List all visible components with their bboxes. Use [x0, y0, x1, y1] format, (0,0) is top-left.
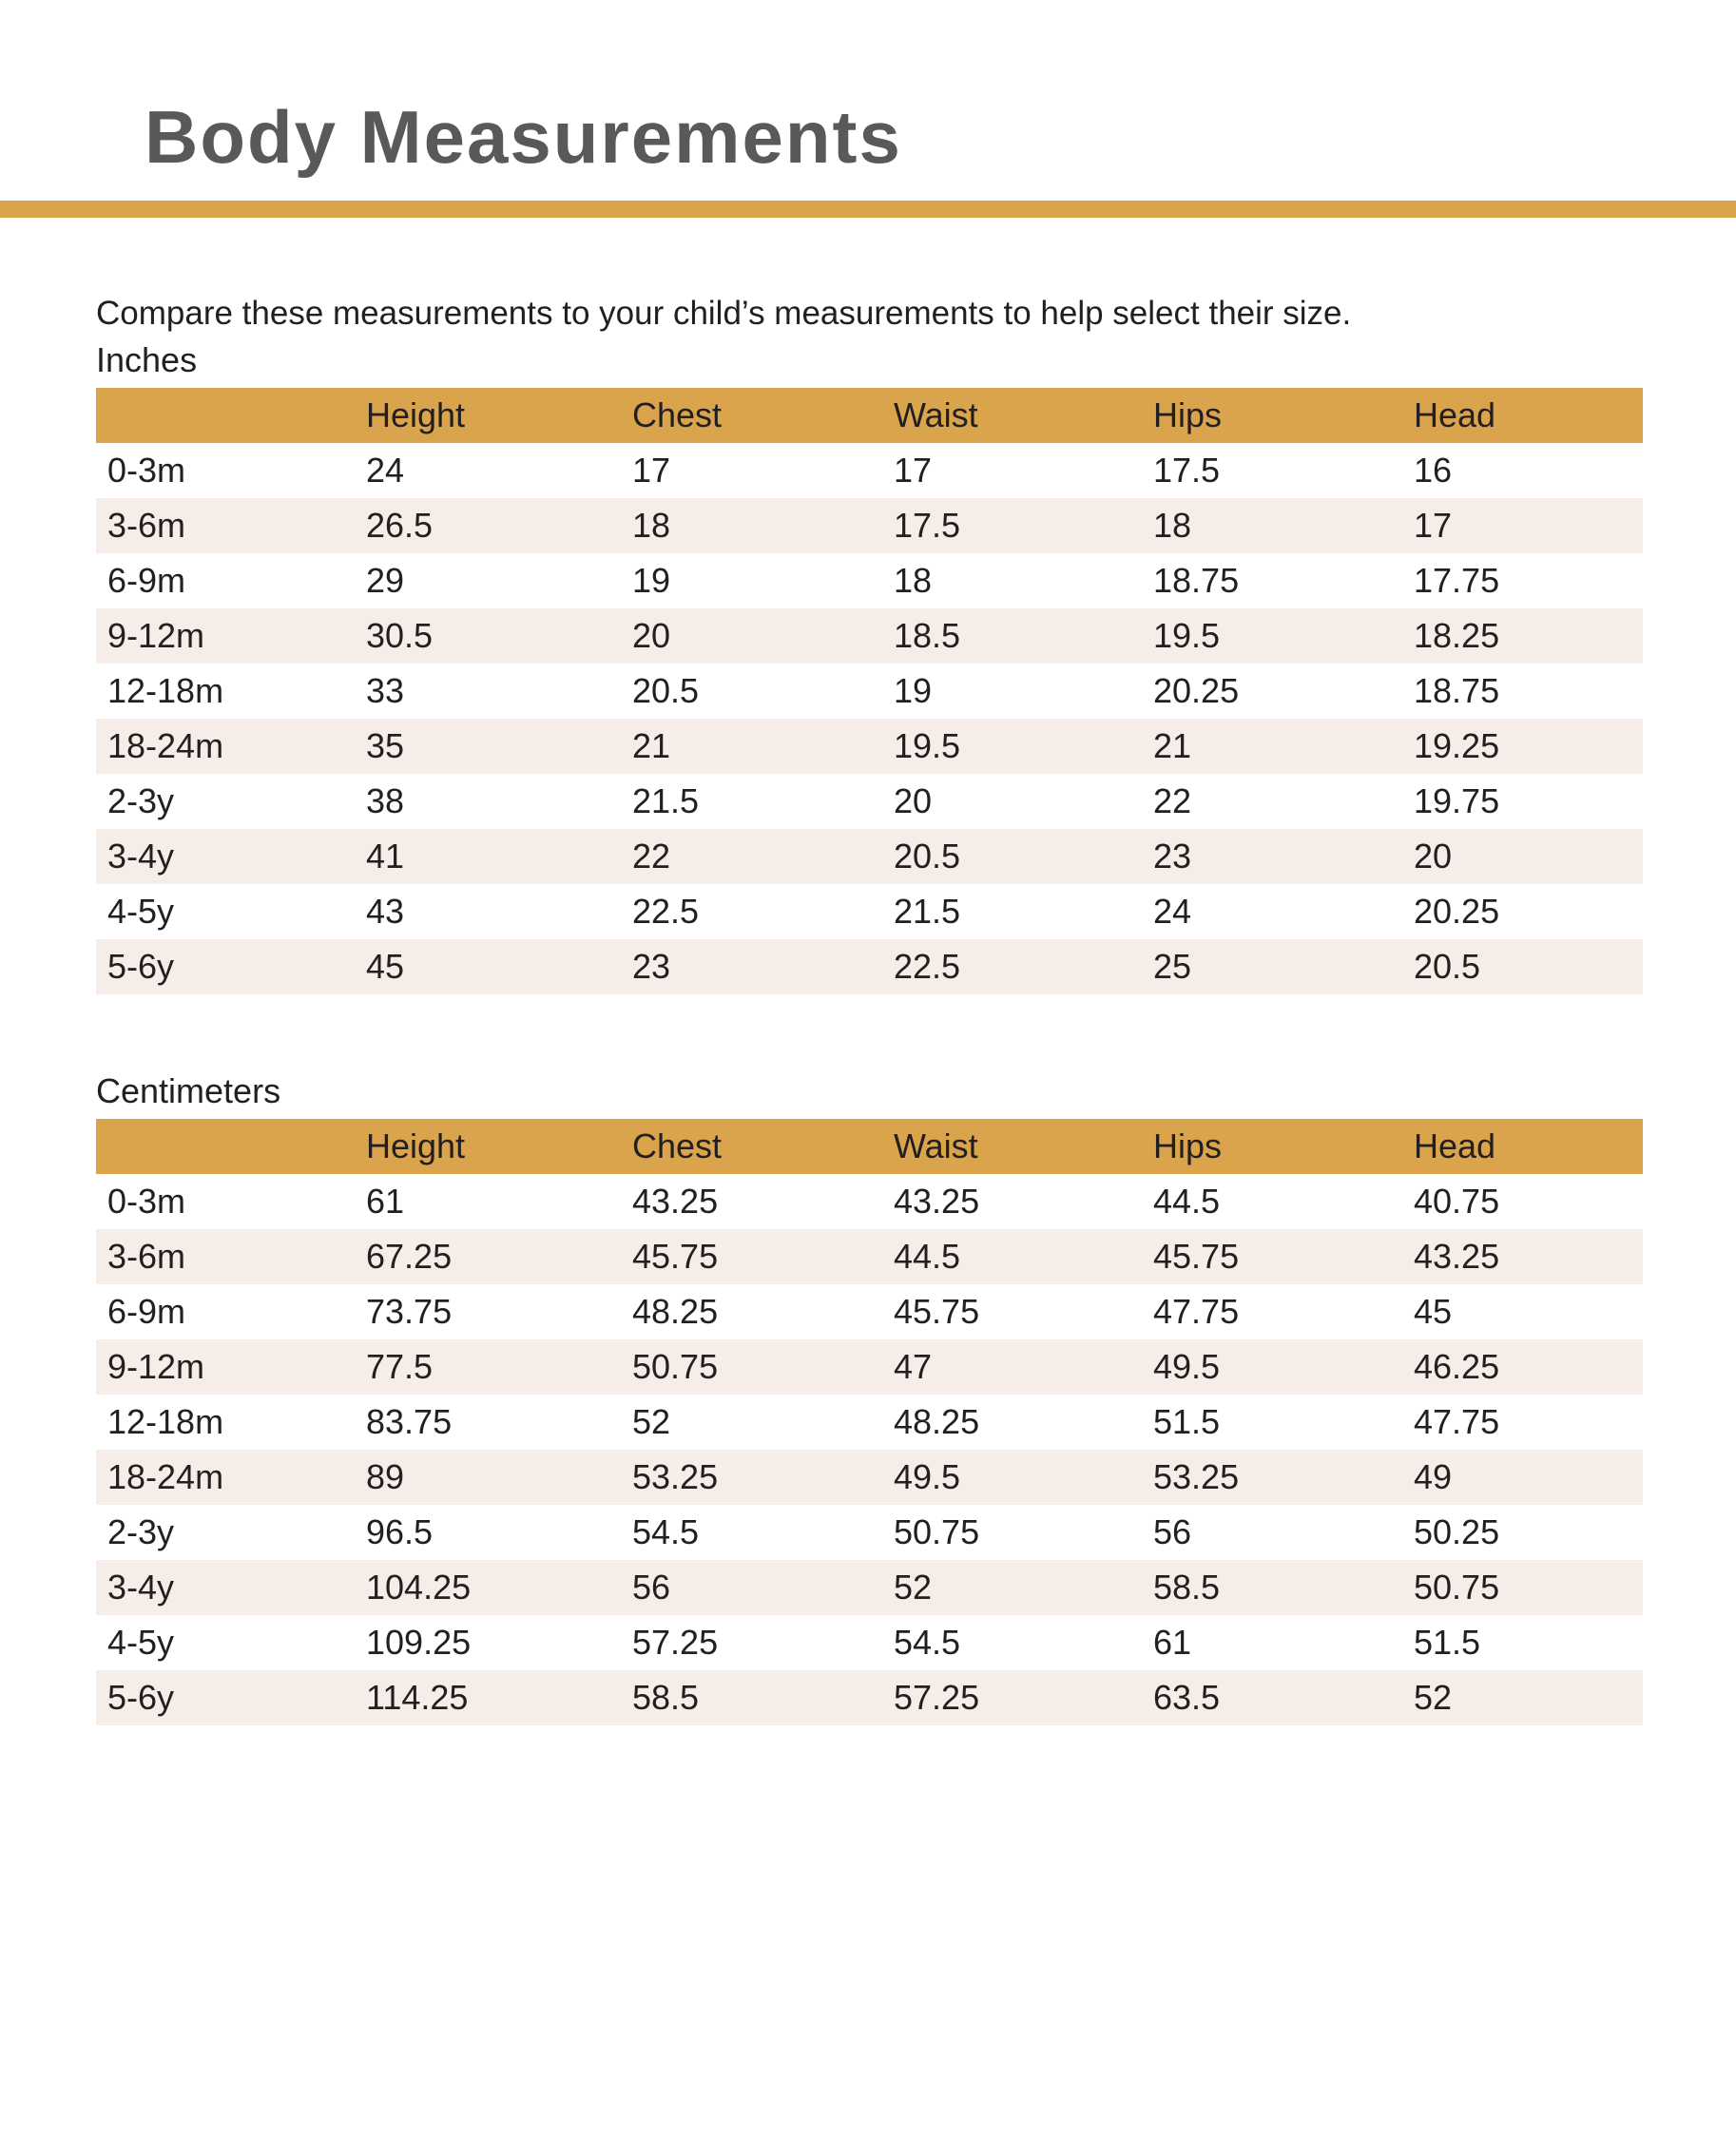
centimeters-table [96, 1119, 1643, 1725]
row-size-label: 18-24m [107, 726, 224, 766]
measurement-cell: 73.75 [366, 1292, 453, 1332]
measurement-cell: 18.25 [1414, 616, 1500, 656]
measurement-cell: 18.5 [894, 616, 961, 656]
measurement-cell: 56 [632, 1568, 671, 1607]
measurement-cell: 19 [632, 561, 671, 601]
measurement-cell: 51.5 [1414, 1623, 1481, 1663]
measurement-cell: 54.5 [632, 1512, 700, 1552]
table-row [96, 608, 1643, 664]
measurement-cell: 20.5 [632, 671, 700, 711]
measurement-cell: 89 [366, 1457, 405, 1497]
column-header-chest: Chest [632, 1126, 723, 1166]
row-size-label: 4-5y [107, 1623, 175, 1663]
measurement-cell: 45 [1414, 1292, 1453, 1332]
measurement-cell: 20 [632, 616, 671, 656]
row-size-label: 3-4y [107, 837, 175, 876]
measurement-cell: 96.5 [366, 1512, 434, 1552]
measurement-cell: 56 [1153, 1512, 1192, 1552]
row-size-label: 6-9m [107, 561, 186, 601]
row-size-label: 5-6y [107, 947, 175, 987]
measurement-cell: 19.5 [1153, 616, 1221, 656]
measurement-cell: 77.5 [366, 1347, 434, 1387]
measurement-cell: 45.75 [1153, 1237, 1240, 1277]
measurement-cell: 63.5 [1153, 1678, 1221, 1718]
measurement-cell: 58.5 [632, 1678, 700, 1718]
measurement-cell: 45.75 [894, 1292, 980, 1332]
column-header-height: Height [366, 395, 466, 435]
measurement-cell: 22 [1153, 781, 1192, 821]
measurement-cell: 46.25 [1414, 1347, 1500, 1387]
measurement-cell: 43.25 [632, 1182, 719, 1222]
measurement-cell: 20.25 [1153, 671, 1240, 711]
measurement-cell: 53.25 [632, 1457, 719, 1497]
table-row [96, 553, 1643, 608]
row-size-label: 6-9m [107, 1292, 186, 1332]
measurement-cell: 22.5 [894, 947, 961, 987]
measurement-cell: 25 [1153, 947, 1192, 987]
measurement-cell: 49.5 [1153, 1347, 1221, 1387]
row-size-label: 4-5y [107, 892, 175, 932]
measurement-cell: 35 [366, 726, 405, 766]
measurement-cell: 52 [1414, 1678, 1453, 1718]
table-body [96, 1174, 1643, 1725]
table-row [96, 443, 1643, 498]
measurement-cell: 50.75 [894, 1512, 980, 1552]
measurement-cell: 29 [366, 561, 405, 601]
measurement-cell: 19.75 [1414, 781, 1500, 821]
column-header-head: Head [1414, 395, 1496, 435]
measurement-cell: 50.75 [632, 1347, 719, 1387]
column-header-waist: Waist [894, 395, 978, 435]
table-row [96, 1615, 1643, 1670]
measurement-cell: 51.5 [1153, 1402, 1221, 1442]
measurement-cell: 21.5 [894, 892, 961, 932]
table-row [96, 664, 1643, 719]
table-row [96, 1395, 1643, 1450]
measurement-cell: 24 [1153, 892, 1192, 932]
measurement-cell: 48.25 [894, 1402, 980, 1442]
table-row [96, 774, 1643, 829]
measurement-cell: 53.25 [1153, 1457, 1240, 1497]
table-header-row [96, 388, 1643, 443]
measurement-cell: 43.25 [1414, 1237, 1500, 1277]
measurement-cell: 47.75 [1153, 1292, 1240, 1332]
table-row [96, 1174, 1643, 1229]
measurement-cell: 17 [894, 451, 933, 491]
measurement-cell: 47.75 [1414, 1402, 1500, 1442]
column-header-head: Head [1414, 1126, 1496, 1166]
measurement-cell: 19 [894, 671, 933, 711]
measurement-cell: 18 [894, 561, 933, 601]
table-row [96, 1284, 1643, 1339]
row-size-label: 5-6y [107, 1678, 175, 1718]
measurement-cell: 17 [1414, 506, 1453, 546]
measurement-cell: 18 [1153, 506, 1192, 546]
measurement-cell: 22.5 [632, 892, 700, 932]
measurement-cell: 61 [366, 1182, 405, 1222]
row-size-label: 3-6m [107, 1237, 186, 1277]
measurement-cell: 43 [366, 892, 405, 932]
table-header-row [96, 1119, 1643, 1174]
measurement-cell: 16 [1414, 451, 1453, 491]
measurement-cell: 44.5 [1153, 1182, 1221, 1222]
measurement-cell: 58.5 [1153, 1568, 1221, 1607]
measurement-cell: 49.5 [894, 1457, 961, 1497]
row-size-label: 2-3y [107, 781, 175, 821]
intro-text: Compare these measurements to your child’s measurements to help select their size. [96, 295, 1352, 332]
column-header-chest: Chest [632, 395, 723, 435]
measurement-cell: 50.75 [1414, 1568, 1500, 1607]
column-header-hips: Hips [1153, 1126, 1223, 1166]
measurement-cell: 22 [632, 837, 671, 876]
measurement-cell: 109.25 [366, 1623, 472, 1663]
measurement-cell: 23 [1153, 837, 1192, 876]
measurement-cell: 19.5 [894, 726, 961, 766]
measurement-cell: 45 [366, 947, 405, 987]
measurement-cell: 17.5 [1153, 451, 1221, 491]
measurement-cell: 18.75 [1414, 671, 1500, 711]
measurement-cell: 41 [366, 837, 405, 876]
column-header-size [96, 388, 355, 443]
table-row [96, 1450, 1643, 1505]
page-title: Body Measurements [145, 95, 902, 179]
row-size-label: 12-18m [107, 671, 224, 711]
table-row [96, 939, 1643, 994]
row-size-label: 3-4y [107, 1568, 175, 1607]
measurement-cell: 50.25 [1414, 1512, 1500, 1552]
measurement-cell: 57.25 [632, 1623, 719, 1663]
measurement-cell: 67.25 [366, 1237, 453, 1277]
table-row [96, 829, 1643, 884]
table-row [96, 1670, 1643, 1725]
measurement-cell: 52 [894, 1568, 933, 1607]
measurement-cell: 20 [1414, 837, 1453, 876]
inches-table [96, 388, 1643, 994]
measurement-cell: 20.5 [1414, 947, 1481, 987]
unit-label-inches: Inches [96, 340, 198, 379]
row-size-label: 3-6m [107, 506, 186, 546]
measurement-cell: 43.25 [894, 1182, 980, 1222]
measurement-cell: 114.25 [366, 1678, 469, 1718]
column-header-size [96, 1119, 355, 1174]
measurement-cell: 61 [1153, 1623, 1192, 1663]
measurement-cell: 20.5 [894, 837, 961, 876]
measurement-cell: 21.5 [632, 781, 700, 821]
measurement-cell: 54.5 [894, 1623, 961, 1663]
inches-section [96, 339, 1643, 994]
column-header-hips: Hips [1153, 395, 1223, 435]
measurement-cell: 45.75 [632, 1237, 719, 1277]
column-header-height: Height [366, 1126, 466, 1166]
measurement-cell: 21 [1153, 726, 1192, 766]
measurement-cell: 83.75 [366, 1402, 453, 1442]
measurement-cell: 52 [632, 1402, 671, 1442]
row-size-label: 18-24m [107, 1457, 224, 1497]
measurement-cell: 33 [366, 671, 405, 711]
measurement-cell: 21 [632, 726, 671, 766]
measurement-cell: 20 [894, 781, 933, 821]
table-row [96, 1229, 1643, 1284]
measurement-cell: 18.75 [1153, 561, 1240, 601]
table-row [96, 1339, 1643, 1395]
measurement-cell: 47 [894, 1347, 933, 1387]
measurement-cell: 17.75 [1414, 561, 1500, 601]
measurement-cell: 57.25 [894, 1678, 980, 1718]
table-row [96, 884, 1643, 939]
row-size-label: 0-3m [107, 451, 186, 491]
measurement-cell: 19.25 [1414, 726, 1500, 766]
measurement-cell: 49 [1414, 1457, 1453, 1497]
row-size-label: 0-3m [107, 1182, 186, 1222]
row-size-label: 9-12m [107, 1347, 205, 1387]
row-size-label: 2-3y [107, 1512, 175, 1552]
measurement-cell: 23 [632, 947, 671, 987]
measurement-cell: 38 [366, 781, 405, 821]
table-row [96, 498, 1643, 553]
row-size-label: 9-12m [107, 616, 205, 656]
measurement-cell: 40.75 [1414, 1182, 1500, 1222]
column-header-waist: Waist [894, 1126, 978, 1166]
table-body [96, 443, 1643, 994]
table-row [96, 1505, 1643, 1560]
measurement-cell: 24 [366, 451, 405, 491]
measurement-cell: 17 [632, 451, 671, 491]
measurement-cell: 26.5 [366, 506, 434, 546]
measurement-cell: 44.5 [894, 1237, 961, 1277]
measurement-cell: 17.5 [894, 506, 961, 546]
measurement-cell: 48.25 [632, 1292, 719, 1332]
row-size-label: 12-18m [107, 1402, 224, 1442]
table-row [96, 1560, 1643, 1615]
unit-label-centimeters: Centimeters [96, 1071, 281, 1110]
measurement-cell: 20.25 [1414, 892, 1500, 932]
measurement-cell: 18 [632, 506, 671, 546]
gold-divider-bar [0, 201, 1736, 218]
measurement-cell: 30.5 [366, 616, 434, 656]
measurement-cell: 104.25 [366, 1568, 472, 1607]
centimeters-section [96, 1070, 1643, 1725]
table-row [96, 719, 1643, 774]
